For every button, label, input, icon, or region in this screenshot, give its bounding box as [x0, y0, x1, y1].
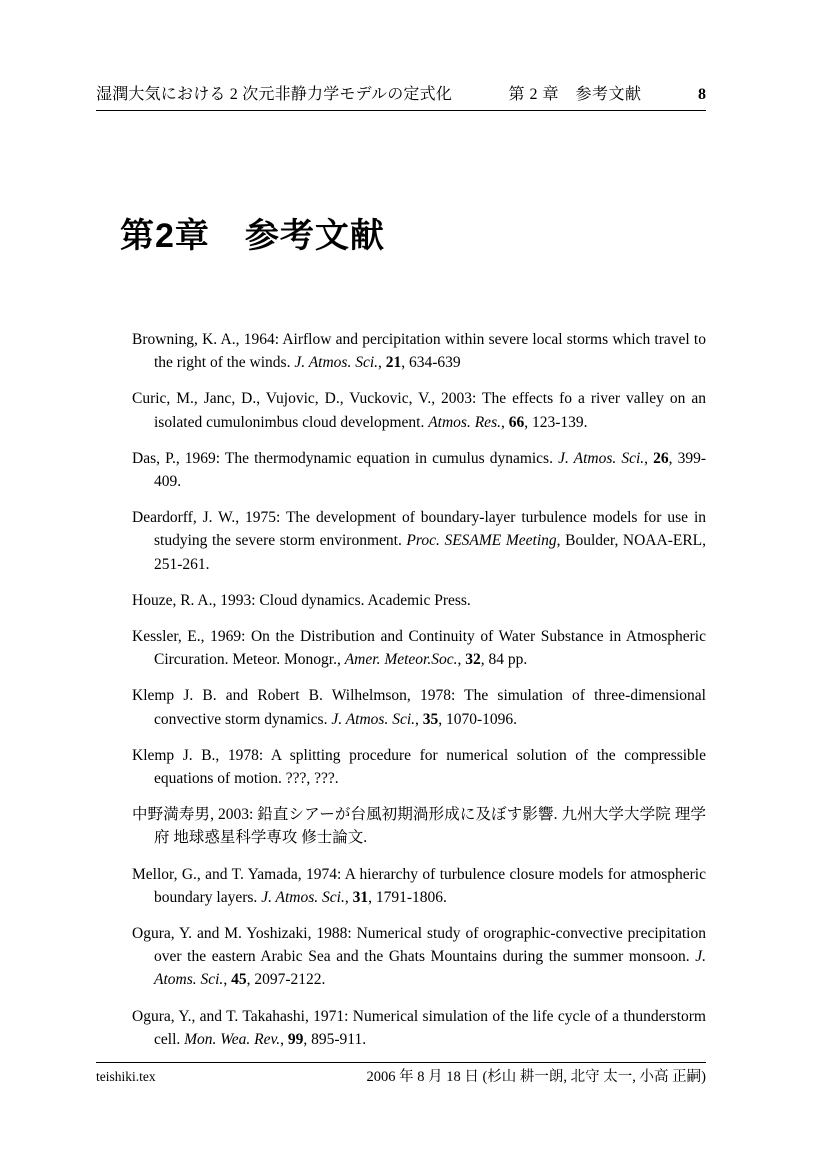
reference-text-segment: Klemp J. B. and Robert B. Wilhelmson, 1978: The simulation of three-dimensional convective storm dynamics. — [132, 687, 706, 728]
reference-entry — [132, 1005, 706, 1051]
reference-text-segment: , — [378, 354, 386, 372]
reference-entry — [132, 506, 706, 576]
reference-entry — [132, 387, 706, 433]
reference-text-segment: , — [415, 710, 423, 728]
reference-text-segment: 45 — [231, 971, 247, 989]
reference-list — [132, 328, 706, 1064]
reference-text-segment: , 123-139. — [524, 413, 588, 431]
reference-text-segment: 32 — [465, 651, 481, 669]
reference-text-segment: , 84 pp. — [480, 651, 528, 669]
header-page-number: 8 — [698, 86, 706, 103]
reference-text-segment: Mon. Wea. Rev. — [184, 1030, 281, 1048]
reference-text-segment: , 634-639 — [401, 354, 461, 372]
reference-text-segment: , — [223, 971, 232, 989]
reference-text-segment: Mellor, G., and T. Yamada, 1974: A hierarchy of turbulence closure models for atmospheric boundary layers. — [132, 865, 706, 906]
reference-text-segment: , — [280, 1030, 288, 1048]
reference-text-segment: , 2097-2122. — [246, 971, 326, 989]
reference-text-segment: Das, P., 1969: The thermodynamic equation in cumulus dynamics. — [132, 449, 559, 467]
reference-entry — [132, 328, 706, 374]
reference-text-segment: Proc. SESAME Meeting — [406, 532, 557, 550]
reference-text-segment: 35 — [422, 710, 439, 728]
reference-text-segment: Atmos. Res. — [428, 413, 501, 431]
footer-date-authors: 2006 年 8 月 18 日 (杉山 耕一朗, 北守 太一, 小高 正嗣) — [366, 1069, 706, 1085]
reference-text-segment: Ogura, Y., and T. Takahashi, 1971: Numerical simulation of the life cycle of a thunderstorm cell. — [132, 1007, 706, 1048]
reference-text-segment: 66 — [508, 413, 525, 431]
reference-entry — [132, 922, 706, 992]
reference-text-segment: 26 — [653, 449, 669, 467]
reference-entry — [132, 744, 706, 790]
reference-text-segment: J. Atmos. Sci. — [294, 354, 379, 372]
reference-text-segment: Deardorff, J. W., 1975: The development of boundary-layer turbulence models for use in studying the severe storm environment. — [132, 509, 706, 550]
reference-text-segment: , 1070-1096. — [438, 710, 518, 728]
page-footer — [96, 1065, 706, 1086]
reference-text-segment: , — [500, 413, 509, 431]
header-doc-title: 湿潤大気における 2 次元非静力学モデルの定式化 — [96, 86, 453, 103]
footer-rule — [96, 1062, 706, 1063]
reference-text-segment: , — [457, 651, 466, 669]
reference-text-segment: , 1791-1806. — [368, 888, 447, 906]
reference-entry — [132, 684, 706, 730]
reference-entry — [132, 863, 706, 909]
reference-text-segment: 99 — [287, 1030, 304, 1048]
reference-entry — [132, 625, 706, 671]
reference-text-segment: Houze, R. A., 1993: Cloud dynamics. Academic Press. — [132, 591, 471, 609]
reference-text-segment: , Boulder, NOAA-ERL, 251-261. — [154, 532, 707, 573]
reference-text-segment: J. Atoms. Sci. — [154, 948, 706, 989]
chapter-heading: 第2章 参考文献 — [120, 217, 385, 255]
reference-text-segment: Amer. Meteor.Soc. — [344, 651, 458, 669]
reference-text-segment: J. Atmos. Sci. — [331, 710, 416, 728]
reference-entry — [132, 803, 706, 849]
page-header — [96, 85, 706, 105]
reference-text-segment: Ogura, Y. and M. Yoshizaki, 1988: Numerical study of orographic-convective precipitation over the eastern Arabic Sea and the Ghats Mountains during the summer monsoon. — [132, 925, 706, 966]
reference-entry — [132, 589, 706, 612]
reference-text-segment: Kessler, E., 1969: On the Distribution and Continuity of Water Substance in Atmospheric Circuration. Meteor. Monogr., — [132, 628, 706, 669]
reference-text-segment: , — [344, 888, 353, 906]
reference-text-segment: 21 — [385, 354, 402, 372]
reference-text-segment: Curic, M., Janc, D., Vujovic, D., Vuckovic, V., 2003: The effects fo a river valley on an isolated cumulonimbus cloud development. — [132, 390, 706, 431]
reference-text-segment: 31 — [352, 888, 369, 906]
header-chapter-mark: 第 2 章 参考文献 — [508, 86, 642, 103]
reference-text-segment: J. Atmos. Sci. — [558, 449, 645, 467]
reference-entry — [132, 447, 706, 493]
reference-text-segment: Browning, K. A., 1964: Airflow and percipitation within severe local storms which travel to the right of the winds. — [132, 331, 706, 372]
reference-text-segment: , 399-409. — [154, 449, 706, 491]
reference-text-segment: J. Atmos. Sci. — [261, 888, 345, 906]
footer-filename: teishiki.tex — [96, 1069, 156, 1084]
reference-text-segment: Klemp J. B., 1978: A splitting procedure for numerical solution of the compressible equations of motion. ???, ???. — [132, 746, 706, 788]
reference-text-segment: 中野満寿男, 2003: 鉛直シアーが台風初期渦形成に及ぼす影響. 九州大学大学院 理学府 地球惑星科学専攻 修士論文. — [132, 806, 706, 847]
reference-text-segment: , 895-911. — [303, 1030, 367, 1048]
reference-text-segment: , — [644, 449, 654, 467]
header-rule — [96, 110, 706, 111]
